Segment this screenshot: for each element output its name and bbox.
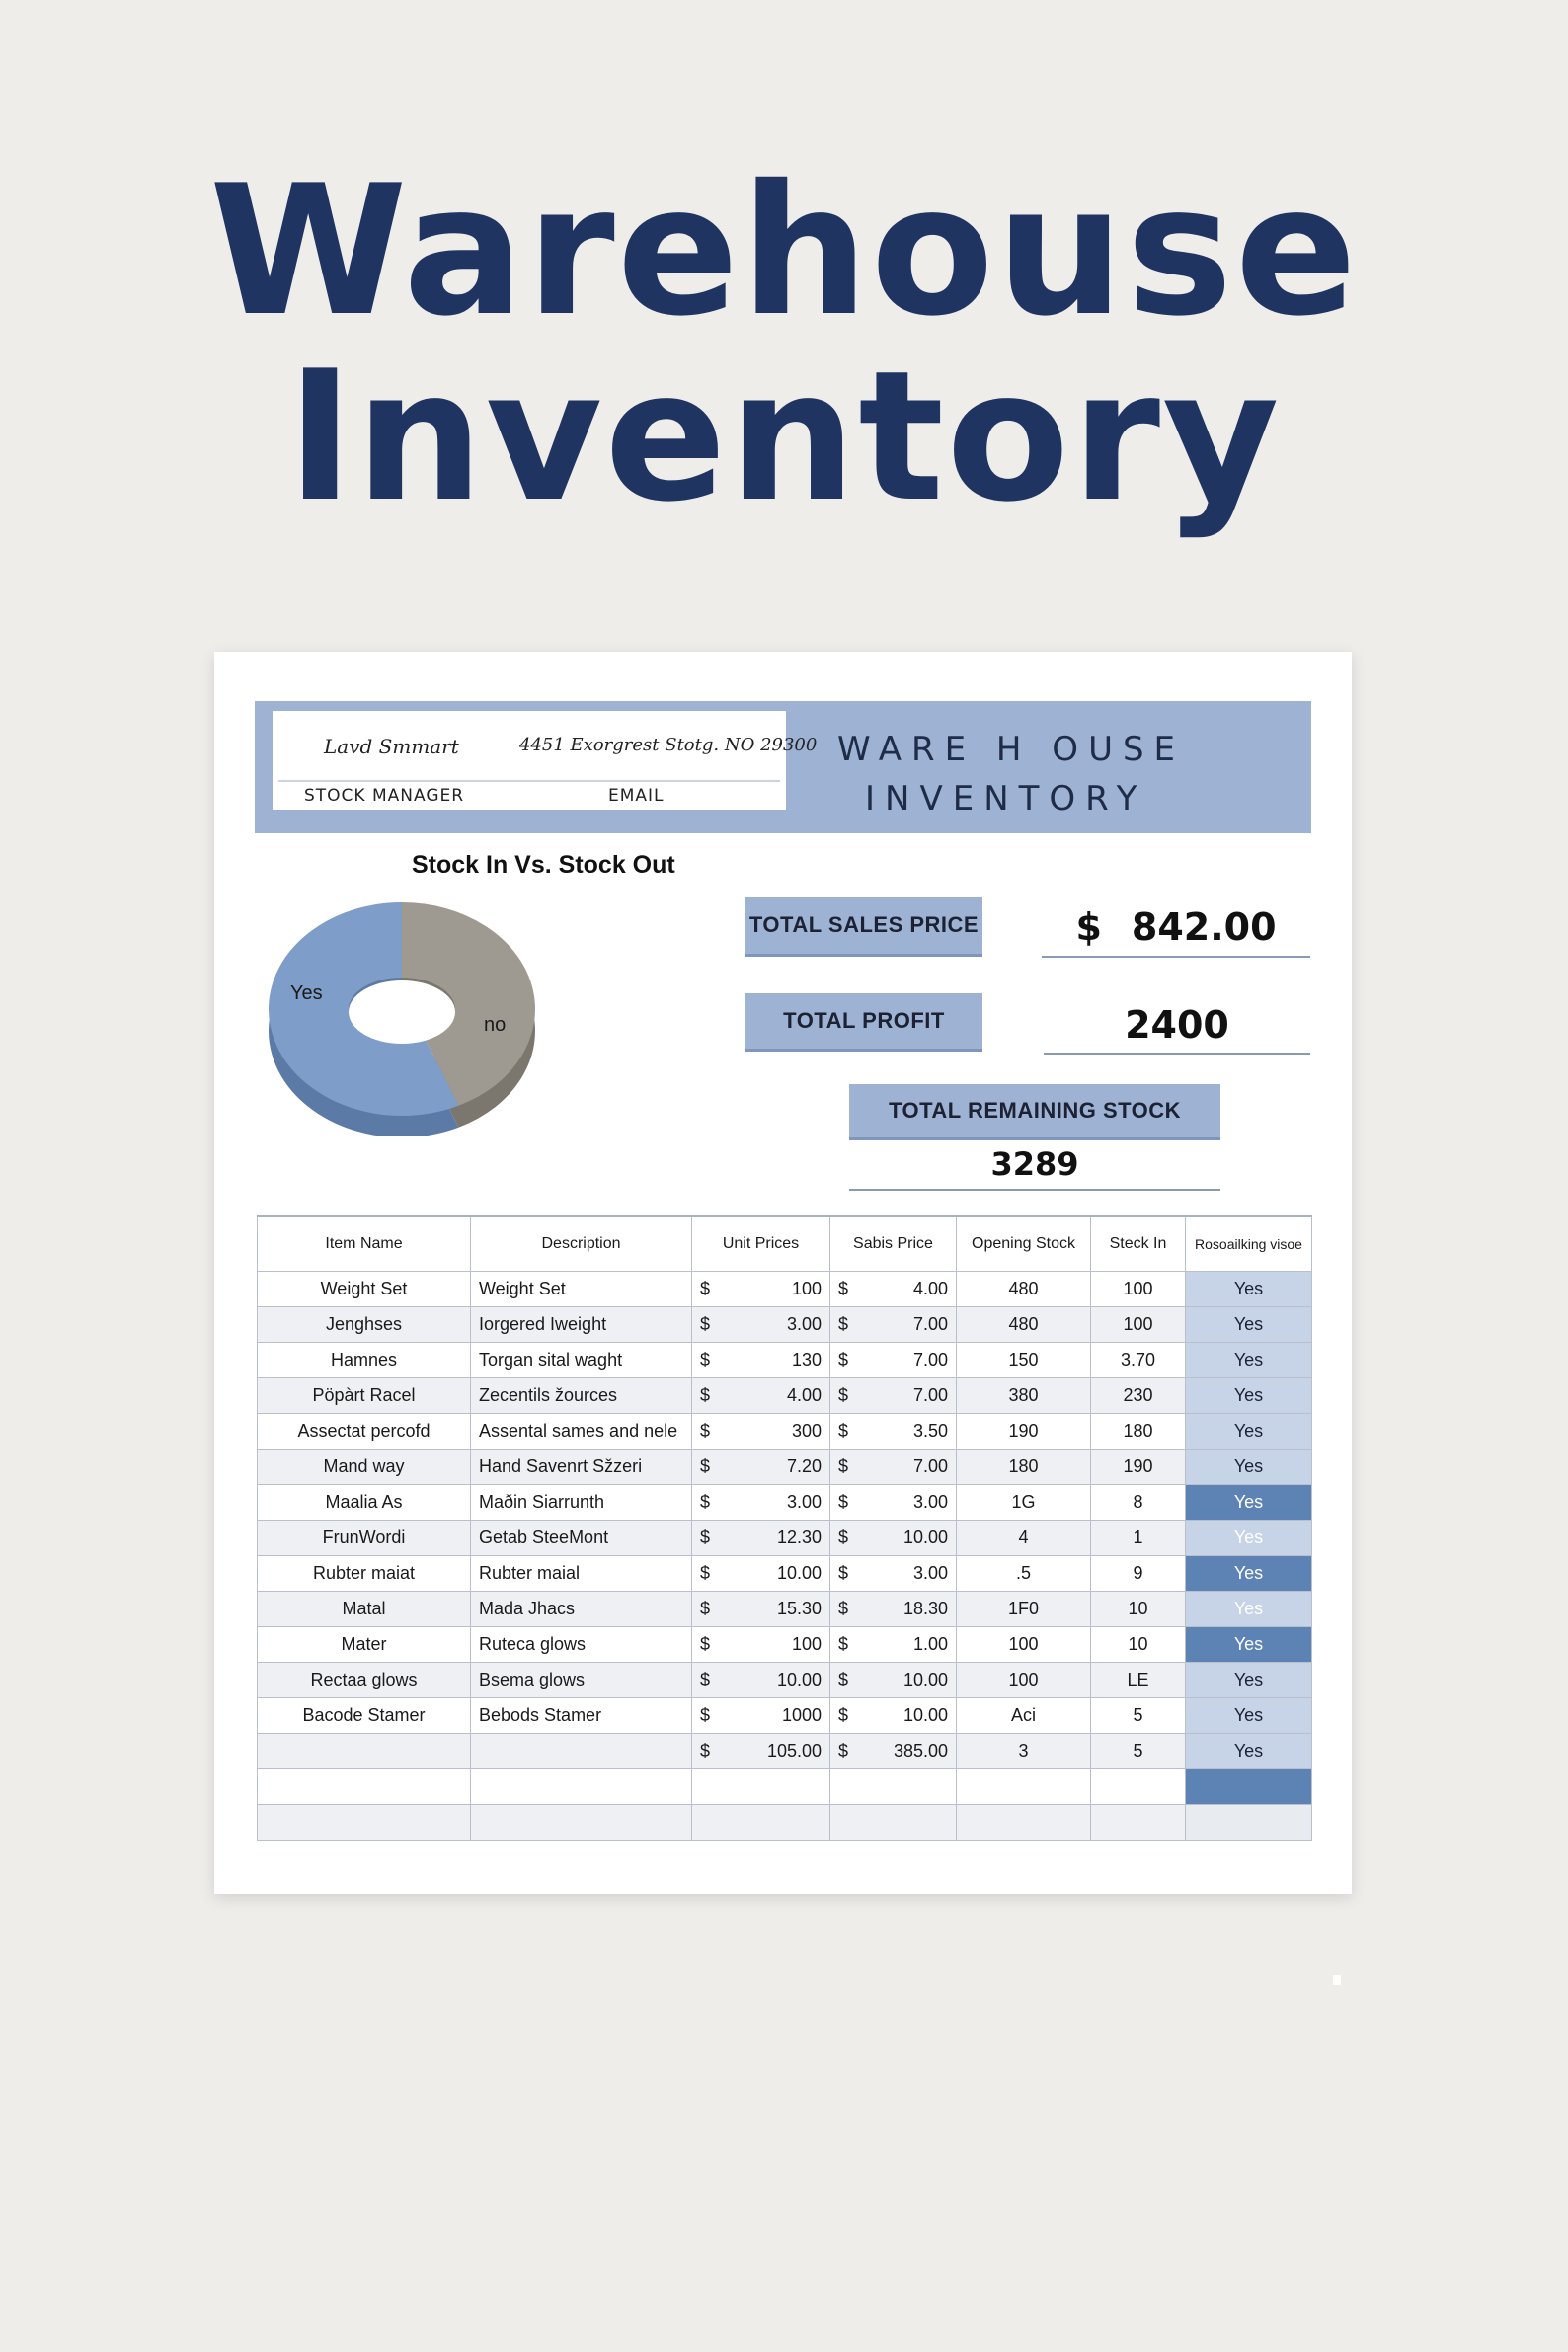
sale-price-cell[interactable] — [830, 1521, 957, 1556]
stock-in-cell[interactable]: LE — [1091, 1663, 1186, 1698]
empty-cell[interactable] — [692, 1769, 830, 1805]
remaining-stock-value[interactable]: 3289 — [849, 1139, 1220, 1191]
reorder-flag-cell[interactable]: Yes — [1186, 1521, 1312, 1556]
currency-symbol: $ — [838, 1634, 849, 1654]
unit-price-cell-value: 1000 — [781, 1705, 822, 1725]
total-sales-value[interactable] — [1042, 899, 1310, 958]
col-unit-price[interactable]: Unit Prices — [692, 1216, 830, 1272]
description-cell[interactable]: Mada Jhacs — [471, 1592, 692, 1627]
currency-symbol: $ — [838, 1492, 849, 1512]
stock-in-cell[interactable]: 9 — [1091, 1556, 1186, 1592]
table-row[interactable] — [258, 1521, 1312, 1556]
currency-symbol: $ — [838, 1385, 849, 1405]
opening-stock-cell[interactable]: 100 — [957, 1663, 1091, 1698]
unit-price-cell-value: 100 — [791, 1634, 822, 1654]
reorder-flag-cell[interactable]: Yes — [1186, 1663, 1312, 1698]
empty-cell[interactable] — [471, 1769, 692, 1805]
stock-in-cell[interactable]: 3.70 — [1091, 1343, 1186, 1378]
sale-price-cell[interactable] — [830, 1592, 957, 1627]
currency-symbol: $ — [838, 1421, 849, 1441]
sale-price-cell-value: 7.00 — [912, 1314, 948, 1334]
currency-symbol: $ — [700, 1314, 711, 1334]
empty-cell[interactable] — [1186, 1805, 1312, 1841]
opening-stock-cell[interactable]: 1G — [957, 1485, 1091, 1521]
stock-in-cell[interactable]: 10 — [1091, 1592, 1186, 1627]
description-cell[interactable]: Bebods Stamer — [471, 1698, 692, 1734]
empty-cell[interactable] — [830, 1805, 957, 1841]
poster-title-line-1: Warehouse — [208, 146, 1360, 355]
empty-cell[interactable] — [830, 1769, 957, 1805]
sale-price-cell-value: 1.00 — [912, 1634, 948, 1654]
unit-price-cell[interactable] — [692, 1734, 830, 1769]
item-name-cell[interactable]: Hamnes — [258, 1343, 471, 1378]
sale-price-cell-value: 18.30 — [902, 1599, 948, 1618]
unit-price-cell-value: 130 — [791, 1350, 822, 1370]
empty-cell[interactable] — [957, 1769, 1091, 1805]
description-cell[interactable] — [471, 1734, 692, 1769]
unit-price-cell-value: 10.00 — [776, 1563, 822, 1583]
sale-price-cell[interactable] — [830, 1698, 957, 1734]
donut-label-yes: Yes — [290, 982, 323, 1004]
sale-price-cell-value: 7.00 — [912, 1456, 948, 1476]
opening-stock-cell[interactable]: 190 — [957, 1414, 1091, 1450]
unit-price-cell-value: 10.00 — [776, 1670, 822, 1689]
sale-price-cell-value: 4.00 — [912, 1279, 948, 1298]
description-cell[interactable]: Assental sames and nele — [471, 1414, 692, 1450]
sale-price-cell-value: 10.00 — [902, 1705, 948, 1725]
reorder-flag-cell[interactable]: Yes — [1186, 1343, 1312, 1378]
unit-price-cell-value: 300 — [791, 1421, 822, 1441]
stock-in-cell[interactable]: 100 — [1091, 1307, 1186, 1343]
reorder-flag-cell[interactable]: Yes — [1186, 1414, 1312, 1450]
sale-price-cell[interactable] — [830, 1414, 957, 1450]
sale-price-cell-value: 3.00 — [912, 1563, 948, 1583]
unit-price-cell-value: 15.30 — [776, 1599, 822, 1618]
currency-symbol: $ — [838, 1599, 849, 1618]
unit-price-cell-value: 12.30 — [776, 1528, 822, 1547]
reorder-flag-cell[interactable]: Yes — [1186, 1450, 1312, 1485]
table-row[interactable] — [258, 1485, 1312, 1521]
item-name-cell[interactable]: Bacode Stamer — [258, 1698, 471, 1734]
description-cell[interactable]: Bsema glows — [471, 1663, 692, 1698]
opening-stock-cell[interactable]: 4 — [957, 1521, 1091, 1556]
address-field[interactable]: 4451 Exorgrest Stotg. NO 29300 — [519, 735, 818, 755]
opening-stock-cell[interactable]: 480 — [957, 1272, 1091, 1307]
table-row[interactable] — [258, 1307, 1312, 1343]
opening-stock-cell[interactable]: Aci — [957, 1698, 1091, 1734]
description-cell[interactable]: Ruteca glows — [471, 1627, 692, 1663]
currency-symbol: $ — [700, 1599, 711, 1618]
sheet-title-line-2: INVENTORY — [865, 779, 1147, 819]
col-item-name[interactable]: Item Name — [258, 1216, 471, 1272]
unit-price-cell[interactable] — [692, 1556, 830, 1592]
item-name-cell[interactable]: Assectat percofd — [258, 1414, 471, 1450]
col-opening-stock[interactable]: Opening Stock — [957, 1216, 1091, 1272]
description-cell[interactable]: Hand Savenrt Sžzeri — [471, 1450, 692, 1485]
sale-price-cell[interactable] — [830, 1556, 957, 1592]
sale-price-cell[interactable] — [830, 1663, 957, 1698]
currency-symbol: $ — [1075, 905, 1102, 949]
unit-price-cell-value: 105.00 — [766, 1741, 822, 1761]
unit-price-cell-value: 4.00 — [786, 1385, 822, 1405]
stray-mark — [1333, 1975, 1341, 1985]
reorder-flag-cell[interactable]: Yes — [1186, 1307, 1312, 1343]
stock-donut-chart — [269, 899, 565, 1136]
currency-symbol: $ — [838, 1314, 849, 1334]
stock-in-cell[interactable]: 190 — [1091, 1450, 1186, 1485]
description-cell[interactable]: Iorgered Iweight — [471, 1307, 692, 1343]
empty-cell[interactable] — [1186, 1769, 1312, 1805]
item-name-cell[interactable]: Rectaa glows — [258, 1663, 471, 1698]
item-name-cell[interactable] — [258, 1734, 471, 1769]
currency-symbol: $ — [838, 1350, 849, 1370]
header-band — [255, 701, 1311, 833]
col-flag[interactable]: Rosoailking visoe — [1186, 1216, 1312, 1272]
inventory-table — [257, 1215, 1312, 1841]
item-name-cell[interactable]: FrunWordi — [258, 1521, 471, 1556]
unit-price-cell-value: 3.00 — [786, 1492, 822, 1512]
item-name-cell[interactable]: Mand way — [258, 1450, 471, 1485]
sale-price-cell-value: 385.00 — [893, 1741, 948, 1761]
currency-symbol: $ — [700, 1670, 711, 1689]
col-sale-price[interactable]: Sabis Price — [830, 1216, 957, 1272]
table-header-row — [258, 1216, 1312, 1272]
currency-symbol: $ — [700, 1421, 711, 1441]
currency-symbol: $ — [838, 1705, 849, 1725]
sale-price-cell[interactable] — [830, 1272, 957, 1307]
sale-price-cell[interactable] — [830, 1450, 957, 1485]
unit-price-cell[interactable] — [692, 1698, 830, 1734]
item-name-cell[interactable]: Mater — [258, 1627, 471, 1663]
description-cell[interactable]: Maðin Siarrunth — [471, 1485, 692, 1521]
total-sales-amount: 842.00 — [1131, 905, 1277, 949]
currency-symbol: $ — [838, 1528, 849, 1547]
opening-stock-cell[interactable]: 180 — [957, 1450, 1091, 1485]
unit-price-cell[interactable] — [692, 1272, 830, 1307]
unit-price-cell-value: 100 — [791, 1279, 822, 1298]
stock-in-cell[interactable]: 100 — [1091, 1272, 1186, 1307]
currency-symbol: $ — [700, 1279, 711, 1298]
reorder-flag-cell[interactable]: Yes — [1186, 1272, 1312, 1307]
reorder-flag-cell[interactable]: Yes — [1186, 1698, 1312, 1734]
table-row[interactable] — [258, 1272, 1312, 1307]
opening-stock-cell[interactable]: 150 — [957, 1343, 1091, 1378]
unit-price-cell[interactable] — [692, 1450, 830, 1485]
inventory-sheet — [214, 652, 1352, 1894]
unit-price-cell[interactable] — [692, 1343, 830, 1378]
stock-in-cell[interactable]: 5 — [1091, 1734, 1186, 1769]
sale-price-cell-value: 10.00 — [902, 1670, 948, 1689]
item-name-cell[interactable]: Rubter maiat — [258, 1556, 471, 1592]
stock-in-cell[interactable]: 1 — [1091, 1521, 1186, 1556]
currency-symbol: $ — [838, 1563, 849, 1583]
currency-symbol: $ — [700, 1528, 711, 1547]
currency-symbol: $ — [700, 1563, 711, 1583]
description-cell[interactable]: Rubter maial — [471, 1556, 692, 1592]
table-row[interactable] — [258, 1378, 1312, 1414]
currency-symbol: $ — [700, 1385, 711, 1405]
manager-name[interactable]: Lavd Smmart — [324, 735, 459, 758]
table-row[interactable] — [258, 1414, 1312, 1450]
currency-symbol: $ — [700, 1492, 711, 1512]
table-row[interactable] — [258, 1556, 1312, 1592]
unit-price-cell[interactable] — [692, 1378, 830, 1414]
currency-symbol: $ — [700, 1634, 711, 1654]
item-name-cell[interactable]: Maalia As — [258, 1485, 471, 1521]
opening-stock-cell[interactable]: 480 — [957, 1307, 1091, 1343]
table-row[interactable] — [258, 1343, 1312, 1378]
sale-price-cell-value: 7.00 — [912, 1385, 948, 1405]
table-row[interactable] — [258, 1450, 1312, 1485]
currency-symbol: $ — [838, 1279, 849, 1298]
sale-price-cell[interactable] — [830, 1378, 957, 1414]
donut-hole — [349, 980, 455, 1044]
total-sales-label: TOTAL SALES PRICE — [745, 897, 982, 957]
unit-price-cell[interactable] — [692, 1414, 830, 1450]
currency-symbol: $ — [700, 1705, 711, 1725]
reorder-flag-cell[interactable]: Yes — [1186, 1556, 1312, 1592]
item-name-cell[interactable]: Pöpàrt Racel — [258, 1378, 471, 1414]
currency-symbol: $ — [838, 1456, 849, 1476]
stock-in-cell[interactable]: 8 — [1091, 1485, 1186, 1521]
stock-in-cell[interactable]: 180 — [1091, 1414, 1186, 1450]
item-name-cell[interactable]: Jenghses — [258, 1307, 471, 1343]
sale-price-cell[interactable] — [830, 1627, 957, 1663]
unit-price-cell[interactable] — [692, 1592, 830, 1627]
total-profit-value[interactable]: 2400 — [1044, 997, 1310, 1055]
empty-cell[interactable] — [692, 1805, 830, 1841]
info-divider — [278, 780, 780, 782]
table-row[interactable] — [258, 1698, 1312, 1734]
reorder-flag-cell[interactable]: Yes — [1186, 1485, 1312, 1521]
unit-price-cell[interactable] — [692, 1485, 830, 1521]
reorder-flag-cell[interactable]: Yes — [1186, 1592, 1312, 1627]
table-row[interactable] — [258, 1663, 1312, 1698]
sale-price-cell[interactable] — [830, 1734, 957, 1769]
empty-table-row[interactable] — [258, 1769, 1312, 1805]
empty-cell[interactable] — [1091, 1805, 1186, 1841]
table-row[interactable] — [258, 1627, 1312, 1663]
stock-in-cell[interactable]: 10 — [1091, 1627, 1186, 1663]
currency-symbol: $ — [700, 1350, 711, 1370]
unit-price-cell[interactable] — [692, 1521, 830, 1556]
role-label: STOCK MANAGER — [304, 786, 465, 806]
col-description[interactable]: Description — [471, 1216, 692, 1272]
unit-price-cell[interactable] — [692, 1307, 830, 1343]
contact-info-box — [273, 711, 818, 810]
description-cell[interactable]: Getab SteeMont — [471, 1521, 692, 1556]
opening-stock-cell[interactable]: 100 — [957, 1627, 1091, 1663]
reorder-flag-cell[interactable]: Yes — [1186, 1734, 1312, 1769]
unit-price-cell-value: 7.20 — [786, 1456, 822, 1476]
remaining-stock-label: TOTAL REMAINING STOCK — [849, 1084, 1220, 1140]
poster-title — [0, 146, 1568, 541]
item-name-cell[interactable]: Matal — [258, 1592, 471, 1627]
sheet-title-line-1: WARE H OUSE — [837, 730, 1186, 769]
unit-price-cell-value: 3.00 — [786, 1314, 822, 1334]
unit-price-cell[interactable] — [692, 1627, 830, 1663]
sale-price-cell[interactable] — [830, 1485, 957, 1521]
reorder-flag-cell[interactable]: Yes — [1186, 1627, 1312, 1663]
poster-title-line-2: Inventory — [286, 332, 1282, 541]
empty-table-row[interactable] — [258, 1805, 1312, 1841]
sale-price-cell-value: 3.50 — [912, 1421, 948, 1441]
opening-stock-cell[interactable]: 1F0 — [957, 1592, 1091, 1627]
stock-in-cell[interactable]: 5 — [1091, 1698, 1186, 1734]
chart-title: Stock In Vs. Stock Out — [412, 851, 675, 879]
sale-price-cell[interactable] — [830, 1307, 957, 1343]
empty-cell[interactable] — [1091, 1769, 1186, 1805]
opening-stock-cell[interactable]: .5 — [957, 1556, 1091, 1592]
currency-symbol: $ — [838, 1670, 849, 1689]
total-profit-label: TOTAL PROFIT — [745, 993, 982, 1052]
sale-price-cell-value: 7.00 — [912, 1350, 948, 1370]
table-row[interactable] — [258, 1592, 1312, 1627]
sale-price-cell-value: 3.00 — [912, 1492, 948, 1512]
opening-stock-cell[interactable]: 380 — [957, 1378, 1091, 1414]
currency-symbol: $ — [838, 1741, 849, 1761]
col-stock-in[interactable]: Steck In — [1091, 1216, 1186, 1272]
empty-cell[interactable] — [258, 1805, 471, 1841]
description-cell[interactable]: Torgan sital waght — [471, 1343, 692, 1378]
table-row[interactable] — [258, 1734, 1312, 1769]
currency-symbol: $ — [700, 1741, 711, 1761]
description-cell[interactable]: Zecentils žources — [471, 1378, 692, 1414]
sale-price-cell[interactable] — [830, 1343, 957, 1378]
email-label: EMAIL — [608, 786, 665, 806]
unit-price-cell[interactable] — [692, 1663, 830, 1698]
empty-cell[interactable] — [258, 1769, 471, 1805]
sheet-title — [837, 725, 1252, 823]
stock-in-cell[interactable]: 230 — [1091, 1378, 1186, 1414]
item-name-cell[interactable]: Weight Set — [258, 1272, 471, 1307]
empty-cell[interactable] — [471, 1805, 692, 1841]
empty-cell[interactable] — [957, 1805, 1091, 1841]
reorder-flag-cell[interactable]: Yes — [1186, 1378, 1312, 1414]
description-cell[interactable]: Weight Set — [471, 1272, 692, 1307]
opening-stock-cell[interactable]: 3 — [957, 1734, 1091, 1769]
donut-label-no: no — [484, 1014, 507, 1036]
currency-symbol: $ — [700, 1456, 711, 1476]
sale-price-cell-value: 10.00 — [902, 1528, 948, 1547]
